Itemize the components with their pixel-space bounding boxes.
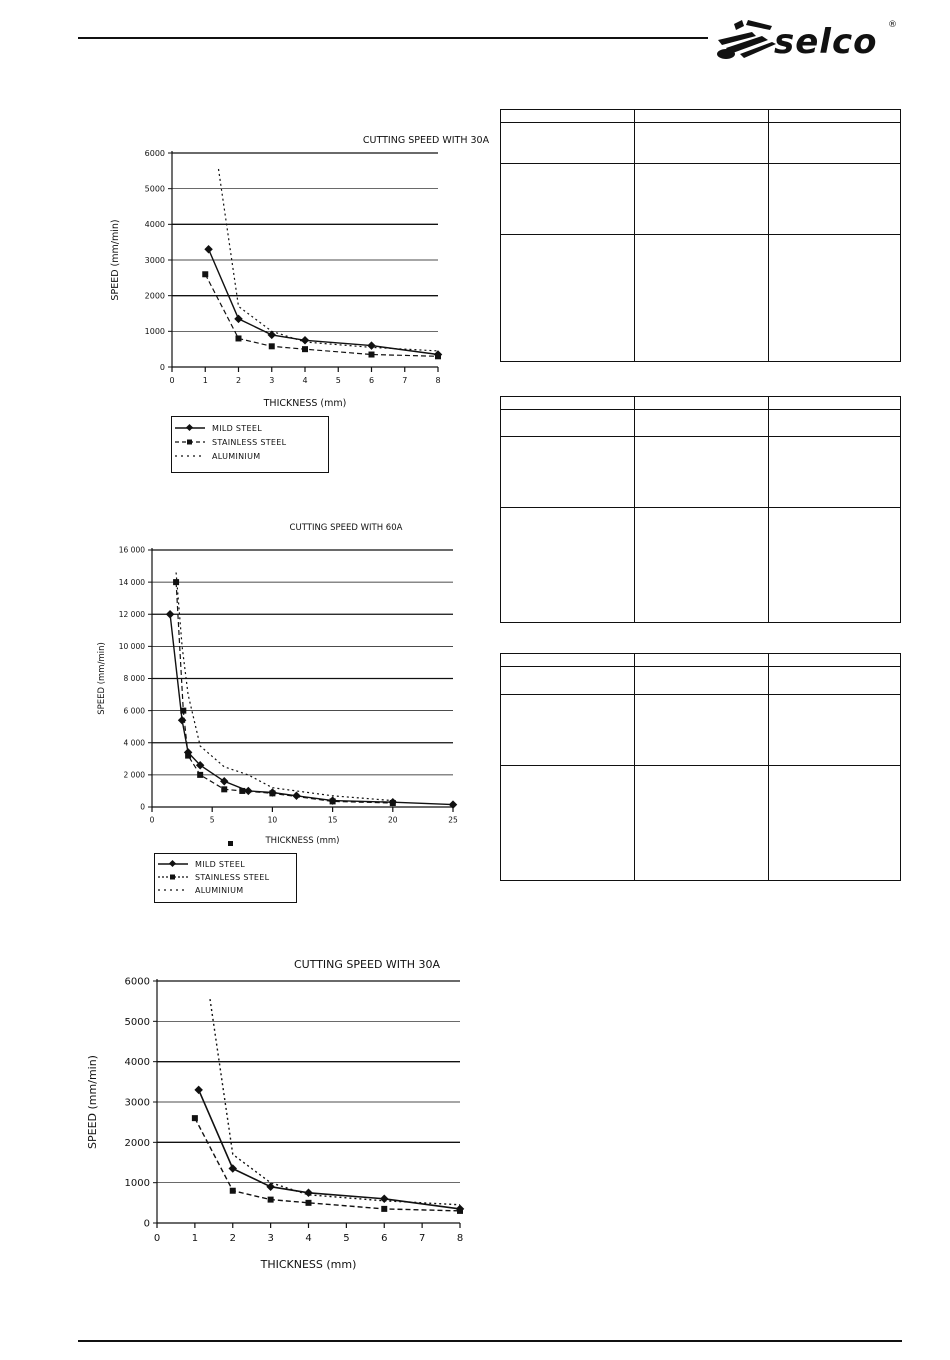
legend-swatch-dashed [155,872,191,882]
stray-marker [228,841,233,846]
y-tick-label: 2000 [124,1137,150,1149]
table-row [501,666,900,694]
series-line-1 [209,249,438,354]
x-tick-label: 7 [418,1233,426,1244]
data-point-diamond [178,716,186,724]
brand-name: selco [774,22,878,62]
x-tick-label: 4 [302,376,308,385]
x-tick-label: 10 [267,815,278,825]
y-tick-label: 16 000 [118,545,145,555]
data-point-square [180,708,186,714]
series-line-1 [199,1090,460,1209]
x-tick-label: 3 [267,1233,274,1244]
x-tick-label: 8 [456,1233,464,1244]
data-point-square [192,1115,198,1121]
data-point-diamond [204,245,212,253]
series-line-2 [195,1118,460,1211]
series-line-3 [176,573,393,801]
data-point-square [269,343,275,349]
y-tick-label: 10 000 [118,642,145,651]
data-point-diamond [367,341,375,349]
x-axis-label: THICKNESS (mm) [263,398,347,409]
x-tick-label: 5 [343,1233,350,1244]
data-point-diamond [220,777,228,785]
y-tick-label: 5000 [124,1016,150,1028]
y-tick-label: 0 [143,1218,150,1230]
data-point-square [230,1188,236,1194]
data-point-diamond [292,792,300,800]
data-point-square [197,772,203,778]
header-rule [78,37,708,39]
legend-item-mild-steel: MILD STEEL [172,423,262,433]
chart-title: CUTTING SPEED WITH 30A [293,958,441,971]
data-point-square [457,1208,463,1214]
chart-30a-small-legend [171,416,329,473]
chart-title: CUTTING SPEED WITH 60A [289,523,403,533]
data-point-square [369,352,375,358]
selco-logo-mark [712,14,782,72]
y-tick-label: 4000 [144,220,165,230]
selco-logo [712,14,902,72]
y-tick-label: 2000 [144,291,165,301]
y-tick-label: 6000 [144,148,165,158]
y-axis-label: SPEED (mm/min) [97,642,107,715]
x-tick-label: 5 [335,376,341,385]
table-row [501,409,900,436]
empty-table-1 [500,109,901,362]
y-tick-label: 1000 [144,327,165,337]
data-point-diamond [266,1182,274,1190]
series-line-2 [176,582,393,803]
y-tick-label: 12 000 [118,609,145,619]
x-axis-label: THICKNESS (mm) [260,1258,357,1271]
data-point-square [185,753,191,759]
data-point-square [269,790,275,796]
data-point-square [268,1197,274,1203]
x-tick-label: 2 [235,376,242,385]
y-tick-label: 3000 [124,1097,150,1109]
legend-item-stainless-steel: STAINLESS STEEL [172,437,286,447]
table-row [501,436,900,507]
y-tick-label: 4 000 [123,738,145,748]
x-tick-label: 7 [402,376,408,385]
data-point-square [306,1200,312,1206]
data-point-diamond [229,1164,237,1172]
data-point-square [435,353,441,359]
y-tick-label: 0 [159,362,165,372]
data-point-square [173,579,179,585]
legend-swatch-dashed [172,437,208,447]
table-row [501,694,900,765]
y-tick-label: 2 000 [123,770,145,780]
legend-item-mild-steel: MILD STEEL [155,859,245,869]
x-tick-label: 6 [381,1233,388,1244]
data-point-diamond [301,336,309,344]
x-tick-label: 0 [169,376,175,385]
chart-title: CUTTING SPEED WITH 30A [362,135,490,146]
x-tick-label: 1 [191,1233,199,1244]
x-tick-label: 5 [209,815,215,825]
data-point-diamond [304,1189,312,1197]
data-point-diamond [194,1086,202,1094]
chart-60a [90,515,465,850]
y-tick-label: 8 000 [123,674,145,684]
chart-60a-legend [154,853,297,903]
x-tick-label: 4 [305,1233,312,1244]
y-axis-label: SPEED (mm/min) [110,219,121,301]
y-axis-label: SPEED (mm/min) [86,1055,99,1149]
empty-table-2 [500,396,901,623]
table-row [501,122,900,163]
empty-table-3 [500,653,901,881]
legend-swatch-dotted [172,451,208,461]
x-tick-label: 15 [327,815,338,825]
legend-item-stainless-steel: STAINLESS STEEL [155,872,269,882]
x-axis-label: THICKNESS (mm) [265,836,340,846]
y-tick-label: 3000 [144,255,165,265]
data-point-square [302,346,308,352]
data-point-square [236,335,242,341]
legend-swatch-solid [172,423,208,433]
registered-mark: ® [888,20,897,30]
y-tick-label: 6 000 [123,706,145,716]
chart-30a-large [80,950,480,1280]
x-tick-label: 0 [149,815,155,825]
chart-30a-small-svg [100,125,490,415]
data-point-square [239,788,245,794]
table-row [501,507,900,622]
chart-30a-small [100,125,490,415]
x-tick-label: 20 [388,815,398,825]
x-tick-label: 2 [229,1233,236,1244]
x-tick-label: 25 [448,815,458,825]
chart-30a-large-svg [80,950,480,1280]
y-tick-label: 1000 [124,1178,150,1190]
x-tick-label: 1 [202,376,208,385]
series-line-2 [205,274,438,356]
y-tick-label: 6000 [124,976,150,988]
data-point-diamond [268,331,276,339]
series-line-1 [170,614,453,804]
data-point-square [330,798,336,804]
x-tick-label: 3 [269,376,275,385]
table-row [501,654,900,666]
x-tick-label: 6 [368,376,375,385]
chart-60a-svg [90,515,465,850]
data-point-diamond [166,610,174,618]
table-row [501,163,900,234]
y-tick-label: 5000 [144,184,165,194]
table-row [501,397,900,409]
y-tick-label: 14 000 [118,577,145,587]
legend-swatch-solid [155,859,191,869]
data-point-square [202,271,208,277]
data-point-square [381,1206,387,1212]
table-row [501,765,900,880]
legend-item-aluminium: ALUMINIUM [172,451,260,461]
x-tick-label: 8 [435,376,441,385]
legend-swatch-dotted [155,885,191,895]
footer-rule [78,1340,902,1342]
data-point-diamond [380,1195,388,1203]
data-point-square [221,786,227,792]
table-row [501,110,900,122]
table-row [501,234,900,361]
data-point-square [390,800,396,806]
data-point-diamond [234,315,242,323]
legend-item-aluminium: ALUMINIUM [155,885,243,895]
x-tick-label: 0 [153,1233,161,1244]
y-tick-label: 4000 [124,1057,150,1069]
y-tick-label: 0 [140,802,145,812]
